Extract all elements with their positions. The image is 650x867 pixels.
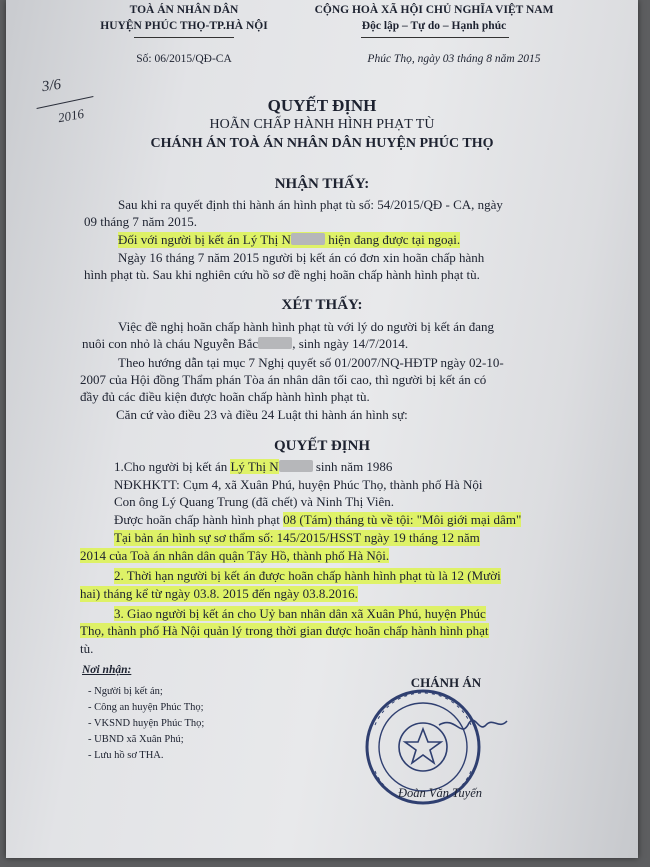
handwritten-note-top: 3/6 — [40, 76, 63, 96]
country-name: CỘNG HOÀ XÃ HỘI CHỦ NGHĨA VIỆT NAM — [314, 4, 554, 16]
defendant-parents: Con ông Lý Quang Trung (đã chết) và Ninh Thị Viên. — [114, 494, 395, 509]
recipient-item: - Người bị kết án; — [88, 686, 163, 697]
sentence-detail: 08 (Tám) tháng tù về tội: "Môi giới mại dâm" — [283, 512, 522, 527]
nhan-thay-p1-line1: Sau khi ra quyết định thi hành án hình phạt tù số: 54/2015/QĐ - CA, ngày — [118, 197, 503, 212]
xet-thay-p3: Căn cứ vào điều 23 và điều 24 Luật thi hành án hình sự: — [116, 407, 408, 422]
decision-item-3-text: 3. Giao người bị kết án cho Uỷ ban nhân dân xã Xuân Phú, huyện Phúc — [114, 606, 486, 621]
deferral-sentence — [114, 512, 521, 528]
nhan-thay-p2 — [118, 232, 460, 248]
decision-item-3-text-cont: Thọ, thành phố Hà Nội quản lý trong thời gian được hoãn chấp hành hình phạt — [80, 623, 489, 638]
nhan-thay-p1-line2: 09 tháng 7 năm 2015. — [84, 214, 198, 229]
defendant-reference: Đối với người bị kết án Lý Thị N — [118, 232, 291, 247]
judgment-reference-line1: Tại bản án hình sự sơ thẩm số: 145/2015/HSST ngày 19 tháng 12 năm — [114, 530, 480, 545]
redaction-mask — [291, 233, 325, 245]
child-birthdate: , sinh ngày 14/7/2014. — [292, 336, 409, 351]
issuing-authority: CHÁNH ÁN TOÀ ÁN NHÂN DÂN HUYỆN PHÚC THỌ — [150, 136, 494, 151]
document-subtitle: HOÃN CHẤP HÀNH HÌNH PHẠT TÙ — [209, 117, 435, 132]
handwritten-note-bottom: 2016 — [56, 105, 86, 126]
signer-name: Đoàn Văn Tuyến — [398, 786, 483, 800]
decision-item-3-line2 — [80, 623, 489, 639]
decision-item-2-line1: 2. Thời hạn người bị kết án được hoãn chấp hành hình phạt tù là 12 (Mười — [114, 568, 501, 583]
recipient-item: - UBND xã Xuân Phú; — [88, 734, 184, 745]
nhan-thay-p3-line1: Ngày 16 tháng 7 năm 2015 người bị kết án có đơn xin hoãn chấp hành — [118, 250, 485, 265]
national-motto: Độc lập – Tự do – Hạnh phúc — [361, 20, 507, 32]
decision-item-1-intro: 1.Cho người bị kết án — [114, 459, 231, 474]
nhan-thay-p3-line2: hình phạt tù. Sau khi nghiên cứu hồ sơ đề nghị hoãn chấp hành hình phạt tù. — [84, 267, 480, 282]
defendant-birth-year: sinh năm 1986 — [312, 459, 393, 474]
defendant-address: NĐKHKTT: Cụm 4, xã Xuân Phú, huyện Phúc Thọ, thành phố Hà Nội — [114, 477, 483, 492]
court-name: TOÀ ÁN NHÂN DÂN — [129, 4, 239, 16]
signer-title: CHÁNH ÁN — [410, 675, 482, 690]
section-heading-nhan-thay: NHẬN THẤY: — [274, 176, 370, 192]
document-title: QUYẾT ĐỊNH — [267, 96, 377, 115]
recipient-item: - Công an huyện Phúc Thọ; — [88, 702, 204, 713]
redaction-mask — [258, 337, 292, 349]
place-date: Phúc Thọ, ngày 03 tháng 8 năm 2015 — [367, 53, 541, 65]
doc-number: Số: 06/2015/QĐ-CA — [136, 53, 232, 65]
recipients-list — [88, 684, 204, 764]
xet-thay-p2-line1: Theo hướng dẫn tại mục 7 Nghị quyết số 01/2007/NQ-HĐTP ngày 02-10- — [118, 355, 504, 370]
judgment-court: 2014 của Toà án nhân dân quận Tây Hồ, thành phố Hà Nội. — [80, 548, 390, 563]
defendant-name: Lý Thị N — [230, 459, 279, 474]
document-page — [6, 0, 638, 858]
redaction-mask — [279, 460, 313, 472]
header-divider-right — [361, 37, 509, 38]
decision-item-2-line2: hai) tháng kể từ ngày 03.8. 2015 đến ngày 03.8.2016. — [80, 586, 358, 601]
recipient-item: - VKSND huyện Phúc Thọ; — [88, 718, 205, 729]
section-heading-xet-thay: XÉT THẤY: — [281, 297, 363, 313]
xet-thay-p2-line2: 2007 của Hội đồng Thẩm phán Tòa án nhân dân tối cao, thì người bị kết án có — [80, 372, 487, 387]
xet-thay-p1-line2 — [82, 336, 408, 352]
judgment-reference-line2 — [80, 548, 389, 564]
header-divider-left — [134, 37, 234, 38]
decision-item-3-line1 — [114, 606, 486, 622]
deferral-intro: Được hoãn chấp hành hình phạt — [114, 512, 284, 527]
recipients-heading: Nơi nhận: — [82, 664, 132, 676]
court-district: HUYỆN PHÚC THỌ-TP.HÀ NỘI — [100, 20, 268, 32]
recipient-item: - Lưu hồ sơ THA. — [88, 750, 164, 761]
child-reference: nuôi con nhỏ là cháu Nguyễn Bắc — [82, 336, 259, 351]
xet-thay-p2-line3: đầy đủ các điều kiện được hoãn chấp hành hình phạt tù. — [80, 389, 370, 404]
xet-thay-p1-line1: Việc đề nghị hoãn chấp hành hình phạt tù với lý do người bị kết án đang — [118, 319, 494, 334]
section-heading-quyet-dinh: QUYẾT ĐỊNH — [274, 438, 370, 454]
decision-item-3-line3: tù. — [80, 641, 94, 656]
decision-item-1 — [114, 459, 392, 475]
defendant-status: hiện đang được tại ngoại. — [324, 232, 461, 247]
